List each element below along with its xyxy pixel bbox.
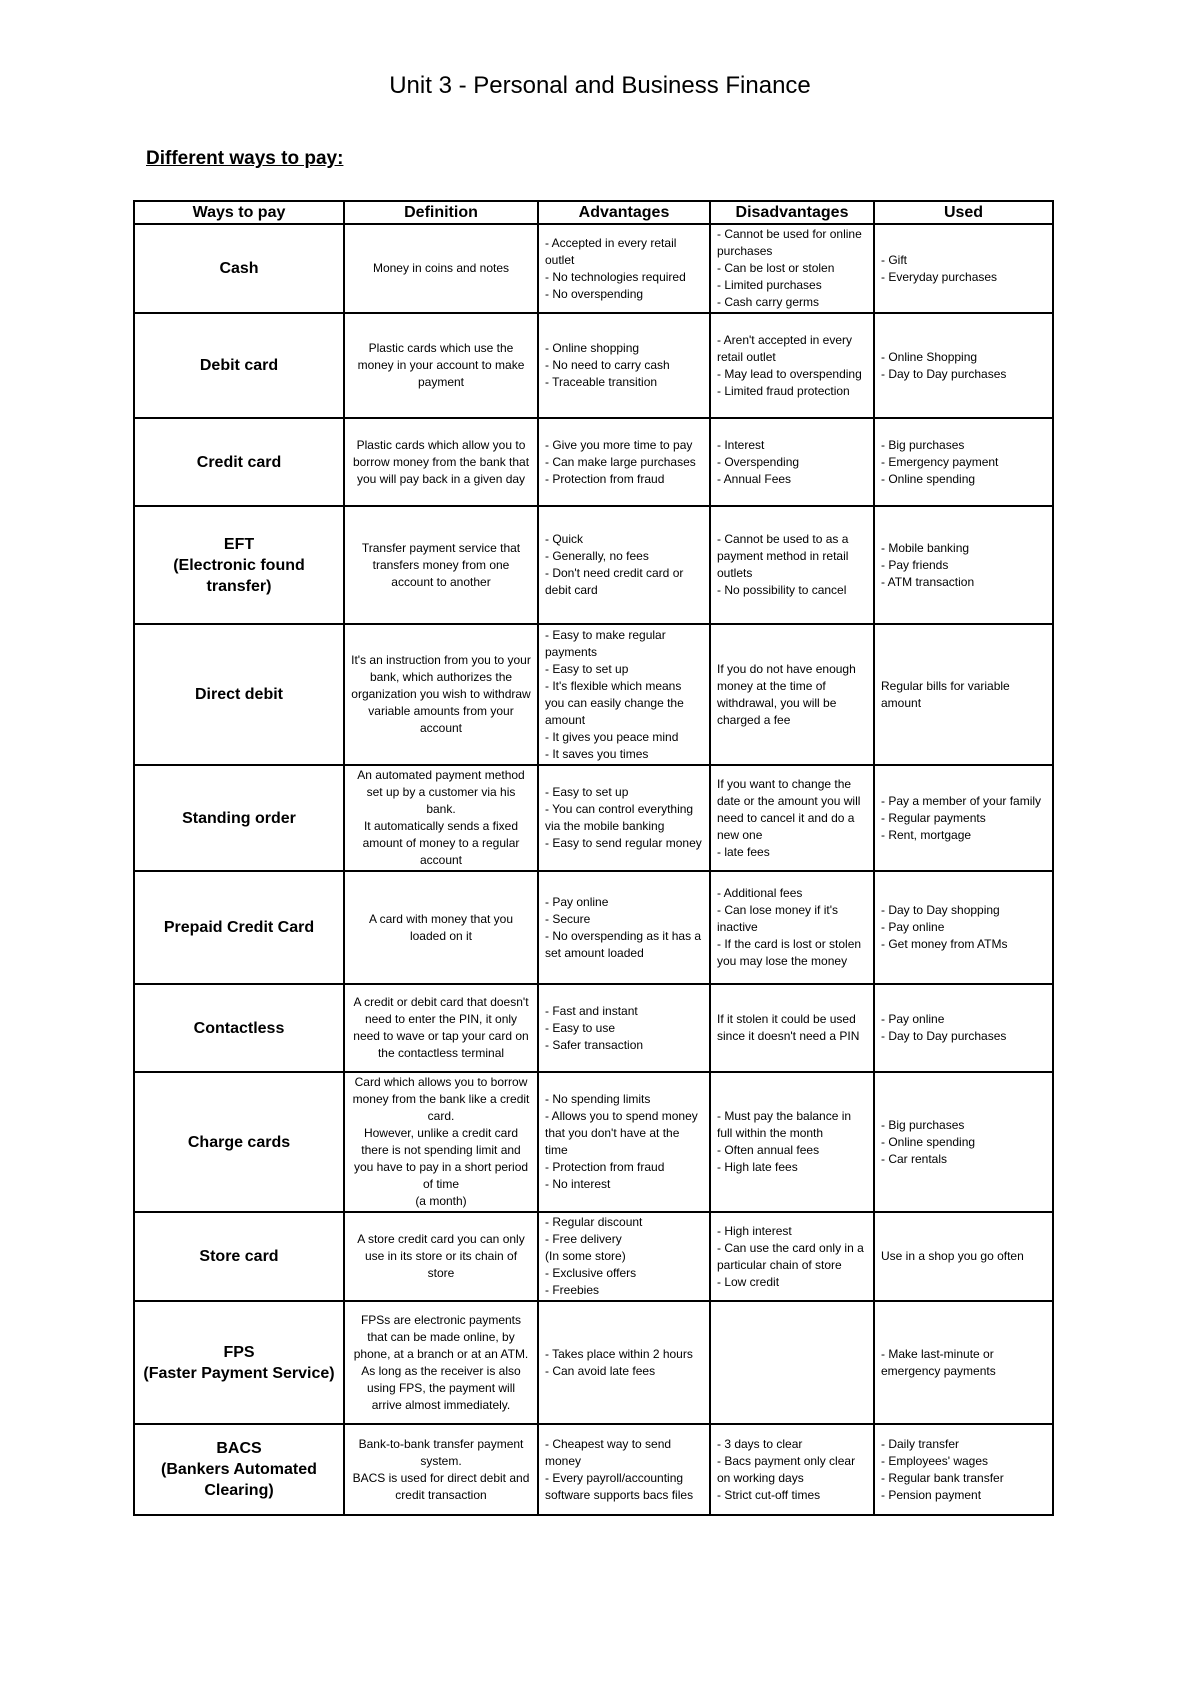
row-used: - Pay a member of your family - Regular payments - Rent, mortgage xyxy=(874,765,1053,871)
row-way-label: Contactless xyxy=(134,984,344,1072)
row-advantages: - Quick - Generally, no fees - Don't need credit card or debit card xyxy=(538,506,710,624)
row-advantages: - Cheapest way to send money - Every payroll/accounting software supports bacs files xyxy=(538,1424,710,1515)
row-disadvantages: - Must pay the balance in full within the month - Often annual fees - High late fees xyxy=(710,1072,874,1212)
table-row xyxy=(134,1301,1053,1424)
row-way-label: EFT (Electronic found transfer) xyxy=(134,506,344,624)
row-definition: Bank-to-bank transfer payment system. BACS is used for direct debit and credit transaction xyxy=(344,1424,538,1515)
row-disadvantages: If you do not have enough money at the time of withdrawal, you will be charged a fee xyxy=(710,624,874,765)
row-way-label: FPS (Faster Payment Service) xyxy=(134,1301,344,1424)
row-definition: Plastic cards which use the money in your account to make payment xyxy=(344,313,538,418)
row-used: - Big purchases - Emergency payment - Online spending xyxy=(874,418,1053,506)
header-disadvantages: Disadvantages xyxy=(710,201,874,224)
table-row xyxy=(134,224,1053,313)
row-definition: A credit or debit card that doesn't need to enter the PIN, it only need to wave or tap your card on the contactless terminal xyxy=(344,984,538,1072)
row-definition: Card which allows you to borrow money from the bank like a credit card. However, unlike a credit card there is not spending limit and you have to pay in a short period of time (a month) xyxy=(344,1072,538,1212)
row-way-label: Credit card xyxy=(134,418,344,506)
row-way-label: BACS (Bankers Automated Clearing) xyxy=(134,1424,344,1515)
row-advantages: - Regular discount - Free delivery (In some store) - Exclusive offers - Freebies xyxy=(538,1212,710,1301)
header-definition: Definition xyxy=(344,201,538,224)
row-disadvantages: - Cannot be used for online purchases - Can be lost or stolen - Limited purchases - Cash carry germs xyxy=(710,224,874,313)
page-title: Unit 3 - Personal and Business Finance xyxy=(389,72,811,99)
table-row xyxy=(134,1072,1053,1212)
row-way-label: Cash xyxy=(134,224,344,313)
row-disadvantages: If you want to change the date or the amount you will need to cancel it and do a new one - late fees xyxy=(710,765,874,871)
table-row xyxy=(134,1212,1053,1301)
row-way-label: Prepaid Credit Card xyxy=(134,871,344,984)
payment-methods-table xyxy=(133,200,1054,1516)
header-advantages: Advantages xyxy=(538,201,710,224)
table-row xyxy=(134,871,1053,984)
row-advantages: - No spending limits - Allows you to spend money that you don't have at the time - Protection from fraud - No interest xyxy=(538,1072,710,1212)
row-advantages: - Easy to set up - You can control everything via the mobile banking - Easy to send regular money xyxy=(538,765,710,871)
row-used: - Make last-minute or emergency payments xyxy=(874,1301,1053,1424)
section-heading: Different ways to pay: xyxy=(146,148,344,169)
row-disadvantages xyxy=(710,1301,874,1424)
row-advantages: - Give you more time to pay - Can make large purchases - Protection from fraud xyxy=(538,418,710,506)
table-row xyxy=(134,418,1053,506)
row-advantages: - Pay online - Secure - No overspending as it has a set amount loaded xyxy=(538,871,710,984)
row-used: - Gift - Everyday purchases xyxy=(874,224,1053,313)
row-advantages: - Online shopping - No need to carry cash - Traceable transition xyxy=(538,313,710,418)
row-definition: A card with money that you loaded on it xyxy=(344,871,538,984)
row-definition: Plastic cards which allow you to borrow money from the bank that you will pay back in a given day xyxy=(344,418,538,506)
row-disadvantages: - Interest - Overspending - Annual Fees xyxy=(710,418,874,506)
table-row xyxy=(134,1424,1053,1515)
table-row xyxy=(134,313,1053,418)
row-used: - Daily transfer - Employees' wages - Regular bank transfer - Pension payment xyxy=(874,1424,1053,1515)
row-used: - Day to Day shopping - Pay online - Get money from ATMs xyxy=(874,871,1053,984)
row-way-label: Debit card xyxy=(134,313,344,418)
row-definition: Transfer payment service that transfers money from one account to another xyxy=(344,506,538,624)
row-definition: A store credit card you can only use in its store or its chain of store xyxy=(344,1212,538,1301)
table-row xyxy=(134,765,1053,871)
row-disadvantages: - 3 days to clear - Bacs payment only clear on working days - Strict cut-off times xyxy=(710,1424,874,1515)
row-advantages: - Easy to make regular payments - Easy to set up - It's flexible which means you can easily change the amount - It gives you peace mind - It saves you times xyxy=(538,624,710,765)
row-disadvantages: - High interest - Can use the card only in a particular chain of store - Low credit xyxy=(710,1212,874,1301)
row-used: - Mobile banking - Pay friends - ATM transaction xyxy=(874,506,1053,624)
table-row xyxy=(134,984,1053,1072)
row-used: - Pay online - Day to Day purchases xyxy=(874,984,1053,1072)
row-way-label: Store card xyxy=(134,1212,344,1301)
row-advantages: - Takes place within 2 hours - Can avoid late fees xyxy=(538,1301,710,1424)
row-definition: It's an instruction from you to your bank, which authorizes the organization you wish to withdraw variable amounts from your account xyxy=(344,624,538,765)
table-body xyxy=(134,224,1053,1515)
table-row xyxy=(134,624,1053,765)
row-used: - Online Shopping - Day to Day purchases xyxy=(874,313,1053,418)
row-advantages: - Fast and instant - Easy to use - Safer transaction xyxy=(538,984,710,1072)
row-disadvantages: - Additional fees - Can lose money if it's inactive - If the card is lost or stolen you may lose the money xyxy=(710,871,874,984)
row-used: Regular bills for variable amount xyxy=(874,624,1053,765)
header-ways-to-pay: Ways to pay xyxy=(134,201,344,224)
table-header-row xyxy=(134,201,1053,224)
row-disadvantages: If it stolen it could be used since it doesn't need a PIN xyxy=(710,984,874,1072)
header-used: Used xyxy=(874,201,1053,224)
row-way-label: Standing order xyxy=(134,765,344,871)
row-used: - Big purchases - Online spending - Car rentals xyxy=(874,1072,1053,1212)
table-row xyxy=(134,506,1053,624)
row-definition: FPSs are electronic payments that can be made online, by phone, at a branch or at an ATM. As long as the receiver is also using FPS, the payment will arrive almost immediately. xyxy=(344,1301,538,1424)
row-advantages: - Accepted in every retail outlet - No technologies required - No overspending xyxy=(538,224,710,313)
row-disadvantages: - Cannot be used to as a payment method in retail outlets - No possibility to cancel xyxy=(710,506,874,624)
row-disadvantages: - Aren't accepted in every retail outlet - May lead to overspending - Limited fraud protection xyxy=(710,313,874,418)
row-definition: An automated payment method set up by a customer via his bank. It automatically sends a fixed amount of money to a regular account xyxy=(344,765,538,871)
row-used: Use in a shop you go often xyxy=(874,1212,1053,1301)
row-way-label: Charge cards xyxy=(134,1072,344,1212)
row-definition: Money in coins and notes xyxy=(344,224,538,313)
row-way-label: Direct debit xyxy=(134,624,344,765)
